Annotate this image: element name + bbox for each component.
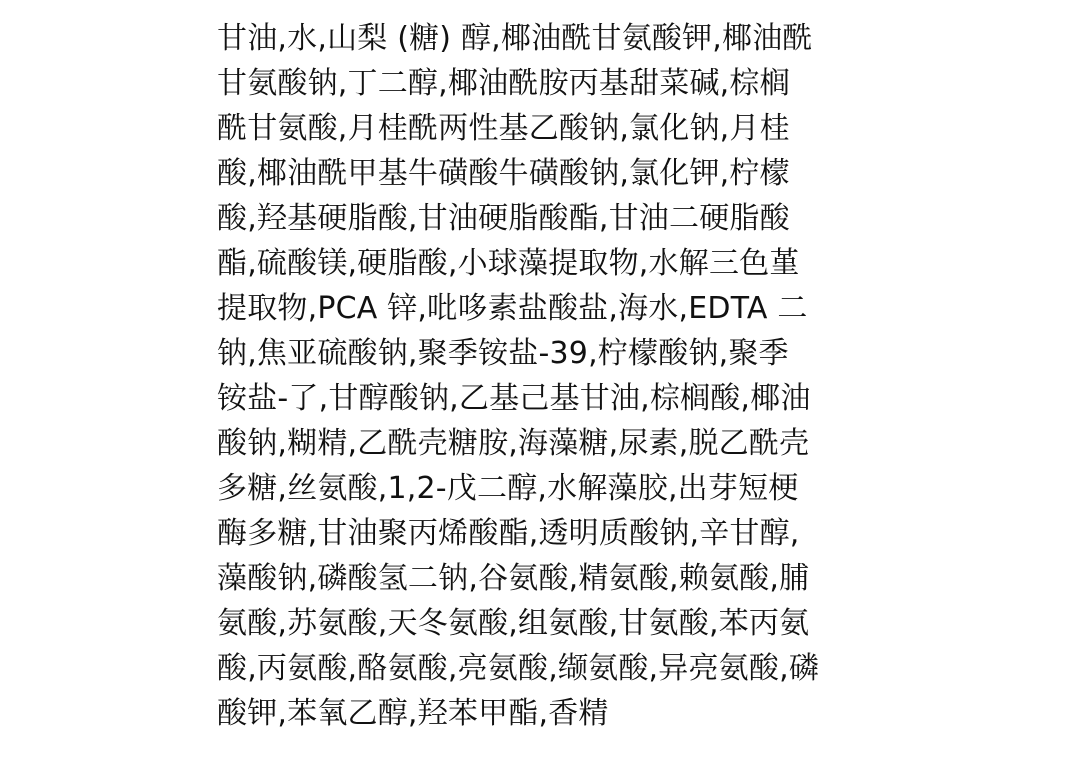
ingredient-line-4: 酸,椰油酰甲基牛磺酸牛磺酸钠,氯化钾,柠檬 — [217, 156, 790, 191]
ingredient-list — [217, 16, 867, 736]
ingredient-line-2: 甘氨酸钠,丁二醇,椰油酰胺丙基甜菜碱,棕榈 — [217, 66, 790, 101]
ingredient-line-8: 钠,焦亚硫酸钠,聚季铵盐-39,柠檬酸钠,聚季 — [217, 336, 789, 371]
ingredient-line-6: 酯,硫酸镁,硬脂酸,小球藻提取物,水解三色堇 — [217, 246, 800, 281]
ingredient-line-14: 氨酸,苏氨酸,天冬氨酸,组氨酸,甘氨酸,苯丙氨 — [217, 606, 810, 641]
ingredient-line-12: 酶多糖,甘油聚丙烯酸酯,透明质酸钠,辛甘醇, — [217, 516, 800, 551]
ingredient-line-10: 酸钠,糊精,乙酰壳糖胺,海藻糖,尿素,脱乙酰壳 — [217, 426, 810, 461]
ingredient-line-7: 提取物,PCA 锌,吡哆素盐酸盐,海水,EDTA 二 — [217, 291, 808, 326]
ingredient-line-5: 酸,羟基硬脂酸,甘油硬脂酸酯,甘油二硬脂酸 — [217, 201, 790, 236]
ingredient-line-3: 酰甘氨酸,月桂酰两性基乙酸钠,氯化钠,月桂 — [217, 111, 790, 146]
ingredient-line-9: 铵盐-了,甘醇酸钠,乙基己基甘油,棕榈酸,椰油 — [217, 381, 811, 416]
ingredient-line-11: 多糖,丝氨酸,1,2-戊二醇,水解藻胶,出芽短梗 — [217, 471, 799, 506]
ingredient-line-15: 酸,丙氨酸,酪氨酸,亮氨酸,缬氨酸,异亮氨酸,磷 — [217, 651, 820, 686]
ingredient-line-13: 藻酸钠,磷酸氢二钠,谷氨酸,精氨酸,赖氨酸,脯 — [217, 561, 810, 596]
ingredient-line-1: 甘油,水,山梨 (糖) 醇,椰油酰甘氨酸钾,椰油酰 — [217, 21, 813, 56]
ingredient-line-16: 酸钾,苯氧乙醇,羟苯甲酯,香精 — [217, 696, 609, 731]
